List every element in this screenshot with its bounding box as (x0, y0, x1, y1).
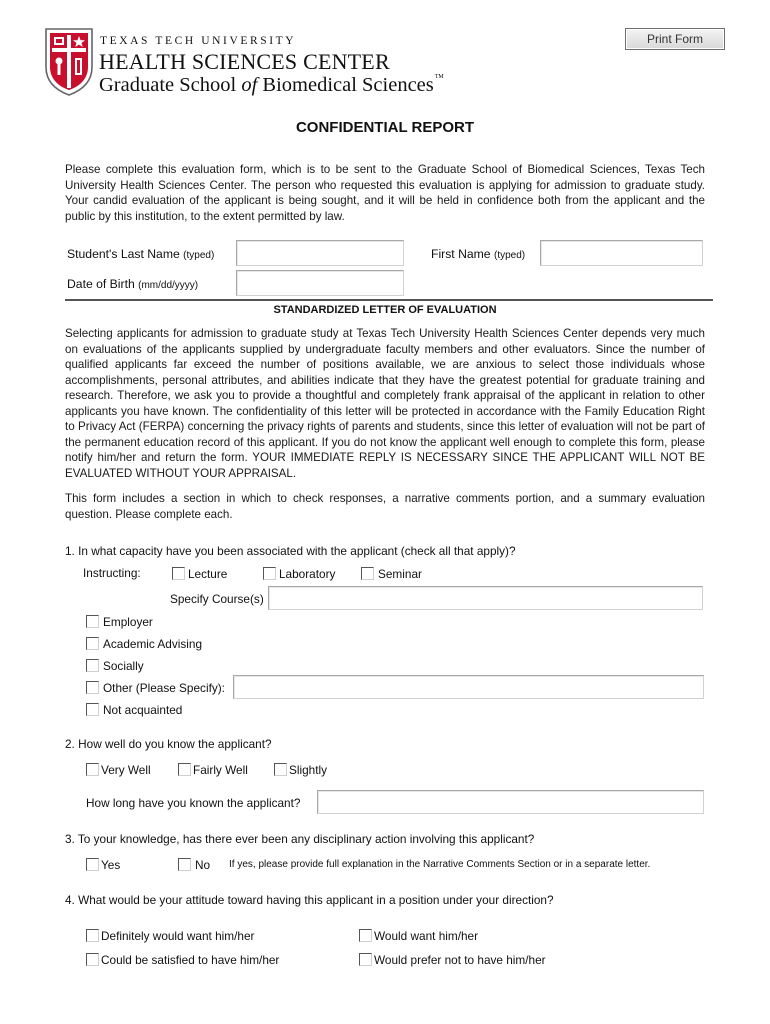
courses-label: Specify Course(s) (170, 592, 264, 606)
section-divider (65, 299, 713, 301)
could-be-satisfied-checkbox[interactable] (86, 953, 99, 966)
employer-label: Employer (103, 615, 153, 629)
school-name-suffix: Biomedical Sciences (257, 74, 434, 96)
question-3: 3. To your knowledge, has there ever been any disciplinary action involving this applicant? (65, 832, 535, 846)
other-checkbox[interactable] (86, 681, 99, 694)
report-title: CONFIDENTIAL REPORT (295, 119, 475, 136)
instructing-label: Instructing: (83, 566, 141, 580)
seminar-checkbox[interactable] (361, 567, 374, 580)
disciplinary-note: If yes, please provide full explanation in the Narrative Comments Section or in a separate letter. (229, 859, 651, 870)
last-name-label (67, 247, 214, 261)
how-long-field[interactable] (317, 790, 704, 814)
question-2: 2. How well do you know the applicant? (65, 737, 272, 751)
laboratory-checkbox[interactable] (263, 567, 276, 580)
question-4: 4. What would be your attitude toward having this applicant in a position under your direction? (65, 893, 554, 907)
fairly-well-checkbox[interactable] (178, 763, 191, 776)
school-name-prefix: Graduate School (99, 74, 242, 96)
not-acquainted-label: Not acquainted (103, 703, 183, 717)
dob-label-text: Date of Birth (67, 277, 135, 291)
laboratory-label: Laboratory (279, 567, 336, 581)
courses-field[interactable] (268, 586, 703, 610)
print-form-button[interactable]: Print Form (625, 28, 725, 50)
very-well-label: Very Well (101, 763, 151, 777)
last-name-label-text: Student's Last Name (67, 247, 180, 261)
fairly-well-label: Fairly Well (193, 763, 248, 777)
last-name-hint: (typed) (183, 250, 215, 261)
would-want-checkbox[interactable] (359, 929, 372, 942)
socially-label: Socially (103, 659, 144, 673)
slightly-checkbox[interactable] (274, 763, 287, 776)
first-name-field[interactable] (540, 240, 703, 266)
lecture-label: Lecture (188, 567, 228, 581)
school-name (99, 74, 444, 97)
not-acquainted-checkbox[interactable] (86, 703, 99, 716)
socially-checkbox[interactable] (86, 659, 99, 672)
very-well-checkbox[interactable] (86, 763, 99, 776)
section-title: STANDARDIZED LETTER OF EVALUATION (273, 304, 497, 316)
first-name-label (431, 247, 525, 261)
intro-paragraph: Please complete this evaluation form, which is to be sent to the Graduate School of Biomedical Sciences, Texas Tech University Health Sciences Center. The person who requested this evaluation is applying for admission to graduate study. Your candid evaluation of the applicant is being sought, and it will be held in confidence both from the applicant and the public by this institution, to the extent permitted by law. (65, 163, 705, 223)
dob-field[interactable] (236, 270, 404, 296)
section-body: Selecting applicants for admission to graduate study at Texas Tech University Health Sciences Center depends very much on evaluations of the applicants supplied by undergraduate faculty members and other evaluators. Since the number of qualified applicants far exceed the number of positions available, we are anxious to select those individuals whose accomplishments, personal attributes, and abilities indicate that they have the greatest potential for graduate training and research. Therefore, we ask you to provide a thoughtful and completely frank appraisal of the applicant in relation to other applicants you have known. The confidentiality of this letter will be protected in accordance with the Family Education Right to Privacy Act (FERPA) concerning the privacy rights of parents and students, since this letter of evaluation will not be part of the permanent education record of this applicant. If you do not know the applicant well enough to complete this form, please notify him/her and return the form. YOUR IMMEDIATE REPLY IS NECESSARY SINCE THE APPLICANT WILL NOT BE EVALUATED WITHOUT YOUR APPRAISAL. (65, 327, 705, 480)
question-1: 1. In what capacity have you been associated with the applicant (check all that apply)? (65, 544, 516, 558)
section-body-2: This form includes a section in which to check responses, a narrative comments portion, and a summary evaluation question. Please complete each. (65, 492, 705, 521)
last-name-field[interactable] (236, 240, 404, 266)
trademark-mark: TM (434, 74, 444, 80)
other-label: Other (Please Specify): (103, 681, 225, 695)
advising-checkbox[interactable] (86, 637, 99, 650)
advising-label: Academic Advising (103, 637, 203, 651)
school-name-of: of (241, 74, 258, 96)
disciplinary-no-label: No (195, 858, 211, 872)
center-name: HEALTH SCIENCES CENTER (99, 49, 390, 74)
ttuhsc-shield-logo (44, 27, 94, 97)
first-name-label-text: First Name (431, 247, 491, 261)
disciplinary-yes-checkbox[interactable] (86, 858, 99, 871)
definitely-want-checkbox[interactable] (86, 929, 99, 942)
slightly-label: Slightly (289, 763, 328, 777)
how-long-label: How long have you known the applicant? (86, 796, 301, 810)
dob-hint: (mm/dd/yyyy) (138, 280, 199, 291)
could-be-satisfied-label: Could be satisfied to have him/her (101, 953, 280, 967)
other-specify-field[interactable] (233, 675, 704, 699)
disciplinary-no-checkbox[interactable] (178, 858, 191, 871)
definitely-want-label: Definitely would want him/her (101, 929, 255, 943)
university-name: TEXAS TECH UNIVERSITY (100, 35, 297, 47)
disciplinary-yes-label: Yes (101, 858, 121, 872)
first-name-hint: (typed) (493, 250, 526, 261)
lecture-checkbox[interactable] (172, 567, 185, 580)
seminar-label: Seminar (378, 567, 422, 581)
prefer-not-checkbox[interactable] (359, 953, 372, 966)
would-want-label: Would want him/her (374, 929, 479, 943)
dob-label (67, 277, 198, 291)
prefer-not-label: Would prefer not to have him/her (374, 953, 546, 967)
employer-checkbox[interactable] (86, 615, 99, 628)
